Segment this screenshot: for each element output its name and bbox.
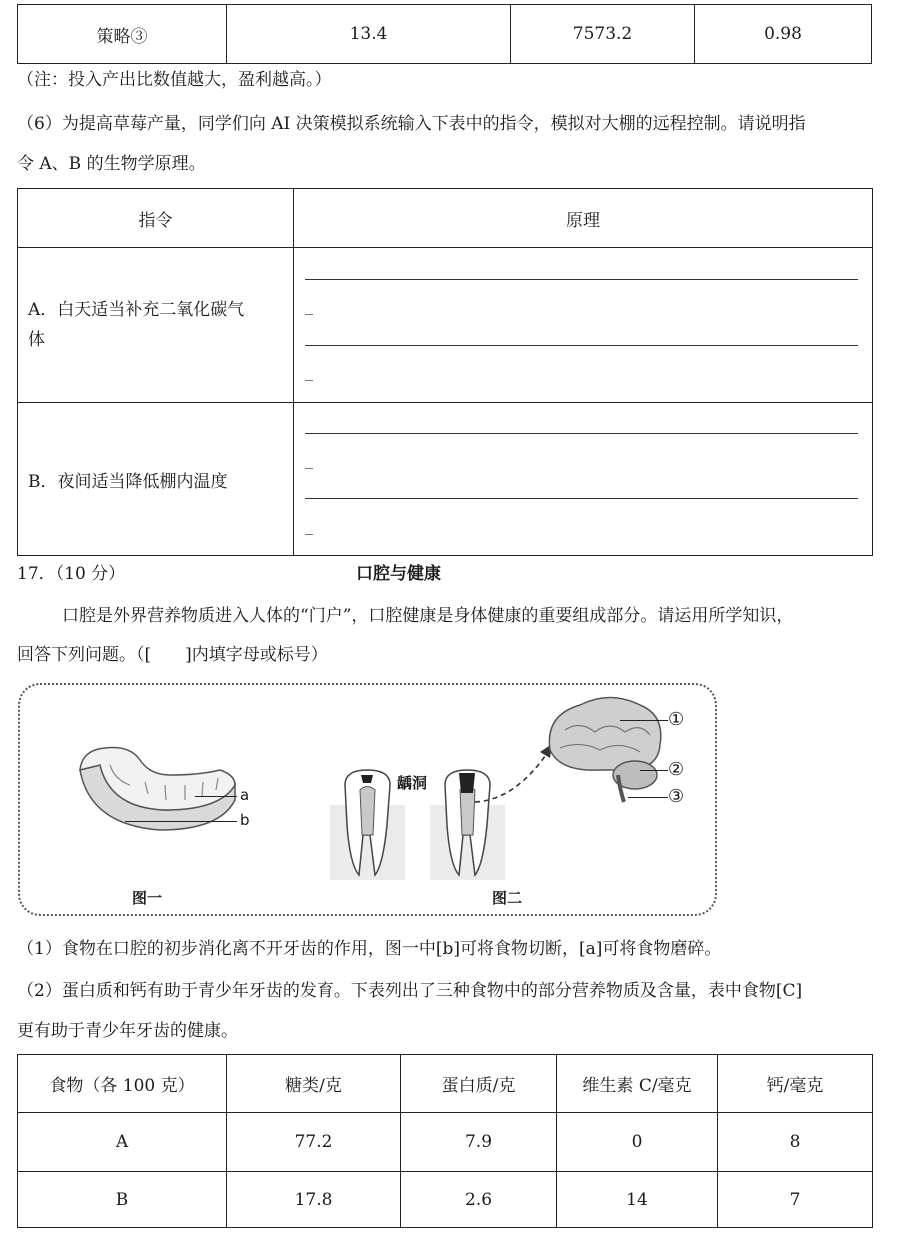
note-text: （注：投入产出比数值越大，盈利越高。） xyxy=(17,70,332,90)
pointer-b xyxy=(125,821,237,822)
answer-blank-mark: _ xyxy=(305,516,313,535)
pointer-3 xyxy=(628,797,668,798)
brain-label-2: ② xyxy=(668,759,685,780)
brain-label-1: ① xyxy=(668,709,685,730)
principle-b-answer[interactable] xyxy=(294,403,873,556)
q1-text: （1）食物在口腔的初步消化离不开牙齿的作用，图一中[b]可将食物切断，[a]可将食物磨碎。 xyxy=(17,939,722,959)
pointer-1 xyxy=(620,720,668,721)
calcium-header: 钙/毫克 xyxy=(718,1055,873,1113)
label-b: b xyxy=(240,811,250,829)
q17-intro-line1: 口腔是外界营养物质进入人体的“门户”，口腔健康是身体健康的重要组成部分。请运用所学知识， xyxy=(62,606,794,626)
instruction-a-line2: 体 xyxy=(28,330,45,350)
value-cell: 17.8 xyxy=(227,1172,401,1228)
q6-line2: 令 A、B 的生物学原理。 xyxy=(17,154,206,174)
pointer-2 xyxy=(640,770,668,771)
figure2-label: 图二 xyxy=(492,889,523,907)
q2-line2: 更有助于青少年牙齿的健康。 xyxy=(17,1021,238,1041)
instruction-table xyxy=(17,188,873,556)
dental-arch-figure xyxy=(70,730,260,850)
caries-label: 龋洞 xyxy=(397,774,428,792)
value-cell: 7 xyxy=(718,1172,873,1228)
brain-label-3: ③ xyxy=(668,786,685,807)
instruction-b: B．夜间适当降低棚内温度 xyxy=(18,403,294,556)
food-header: 食物（各 100 克） xyxy=(18,1055,227,1113)
value-cell: 77.2 xyxy=(227,1113,401,1172)
answer-line xyxy=(305,279,858,280)
instruction-a xyxy=(18,248,294,403)
value-cell: 8 xyxy=(718,1113,873,1172)
protein-header: 蛋白质/克 xyxy=(401,1055,557,1113)
q17-intro-line2: 回答下列问题。（[ ]内填字母或标号） xyxy=(17,645,328,665)
strategy-cell: 策略③ xyxy=(18,5,227,64)
q2-line1: （2）蛋白质和钙有助于青少年牙齿的发育。下表列出了三种食物中的部分营养物质及含量，表中食物[C] xyxy=(17,981,803,1001)
q6-line1: （6）为提高草莓产量，同学们向 AI 决策模拟系统输入下表中的指令，模拟对大棚的远程控制。请说明指 xyxy=(17,114,806,134)
header-instruction: 指令 xyxy=(18,189,294,248)
answer-line xyxy=(305,345,858,346)
value-cell: 2.6 xyxy=(401,1172,557,1228)
answer-line xyxy=(305,498,858,499)
answer-blank-mark: _ xyxy=(305,362,313,381)
value-cell: 7.9 xyxy=(401,1113,557,1172)
q17-title: 口腔与健康 xyxy=(356,564,441,584)
answer-blank-mark: _ xyxy=(305,296,313,315)
value-cell: 14 xyxy=(557,1172,718,1228)
food-cell: A xyxy=(18,1113,227,1172)
value-cell: 0.98 xyxy=(695,5,872,64)
header-principle: 原理 xyxy=(294,189,873,248)
q17-number: 17．（10 分） xyxy=(17,564,126,584)
sugar-header: 糖类/克 xyxy=(227,1055,401,1113)
food-nutrient-table xyxy=(17,1054,873,1228)
value-cell: 0 xyxy=(557,1113,718,1172)
value-cell: 7573.2 xyxy=(511,5,695,64)
instruction-a-line1: A．白天适当补充二氧化碳气 xyxy=(28,300,245,320)
figure1-label: 图一 xyxy=(132,889,163,907)
strategy-table xyxy=(17,4,872,64)
label-a: a xyxy=(240,786,250,804)
vitamin-c-header: 维生素 C/毫克 xyxy=(557,1055,718,1113)
pointer-a xyxy=(195,796,237,797)
answer-line xyxy=(305,433,858,434)
value-cell: 13.4 xyxy=(227,5,511,64)
answer-blank-mark: _ xyxy=(305,450,313,469)
principle-a-answer[interactable] xyxy=(294,248,873,403)
food-cell: B xyxy=(18,1172,227,1228)
